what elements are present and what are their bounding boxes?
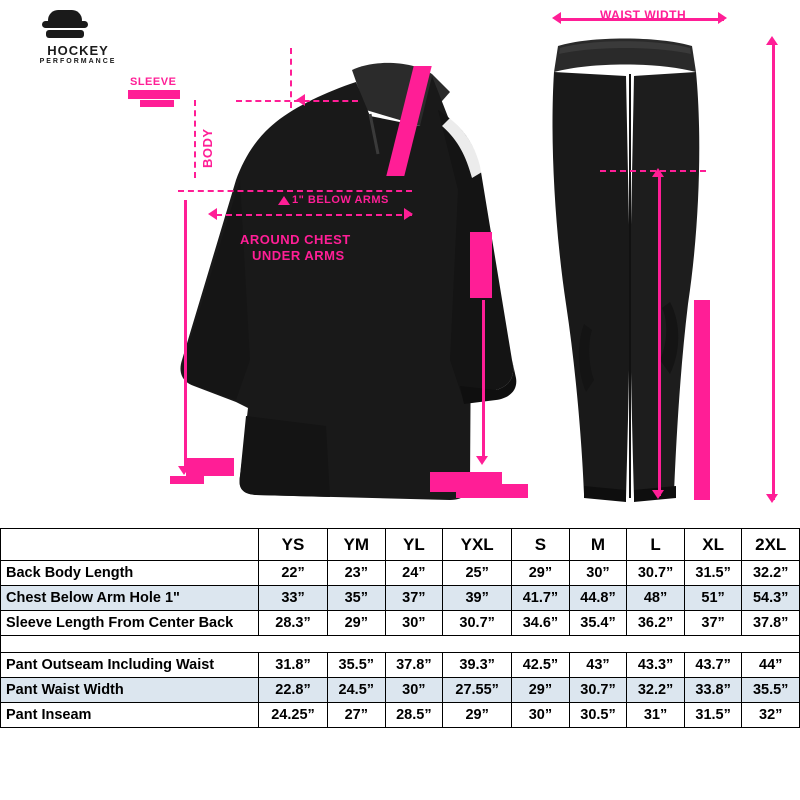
chest-dash-line xyxy=(178,190,412,192)
outseam-arrow-up xyxy=(766,36,778,45)
table-cell-value: 30.5” xyxy=(569,703,627,728)
table-cell-value: 30.7” xyxy=(627,561,685,586)
table-cell-value: 51” xyxy=(684,586,742,611)
table-cell-value: 42.5” xyxy=(512,653,570,678)
table-cell-value: 29” xyxy=(328,611,386,636)
brand-subword: PERFORMANCE xyxy=(39,58,117,65)
table-cell-value: 34.6” xyxy=(512,611,570,636)
body-dash-line-2 xyxy=(194,100,196,178)
table-cell-value: 30.7” xyxy=(569,678,627,703)
table-cell-value: 41.7” xyxy=(512,586,570,611)
chest-arrow-left xyxy=(208,208,217,220)
table-cell-value: 29” xyxy=(512,561,570,586)
table-cell-value: 43.3” xyxy=(627,653,685,678)
annotation-sleeve-left: SLEEVE xyxy=(130,76,177,88)
table-cell-value: 30” xyxy=(385,678,443,703)
sleeve-length-arrow xyxy=(476,456,488,465)
table-cell-value: 23” xyxy=(328,561,386,586)
table-cell-value: 35” xyxy=(328,586,386,611)
table-row-label: Sleeve Length From Center Back xyxy=(1,611,259,636)
table-header-size: YL xyxy=(385,529,443,561)
size-chart-body xyxy=(1,529,800,728)
table-cell-value: 33.8” xyxy=(684,678,742,703)
table-cell-value: 39.3” xyxy=(443,653,512,678)
inseam-arrow-up xyxy=(652,168,664,177)
table-cell-value: 32.2” xyxy=(742,561,800,586)
table-row xyxy=(1,678,800,703)
table-row-label: Pant Inseam xyxy=(1,703,259,728)
inseam-measure-line xyxy=(658,176,661,496)
table-cell-value: 25” xyxy=(443,561,512,586)
table-cell-value: 27” xyxy=(328,703,386,728)
table-row-label: Pant Waist Width xyxy=(1,678,259,703)
hem-bar-left xyxy=(186,458,234,476)
sleeve-measure-bar-left xyxy=(128,90,180,99)
table-cell-value: 28.3” xyxy=(259,611,328,636)
table-row xyxy=(1,586,800,611)
annotation-waist-width: WAIST WIDTH xyxy=(600,8,687,22)
inseam-arrow-down xyxy=(652,490,664,499)
table-row xyxy=(1,561,800,586)
jacket-hem-bar xyxy=(456,484,528,498)
table-cell-value: 37.8” xyxy=(385,653,443,678)
sleeve-measure-bar-right xyxy=(470,232,492,298)
table-cell-value: 32.2” xyxy=(627,678,685,703)
waist-width-arrow-right xyxy=(718,12,727,24)
table-cell-value: 44” xyxy=(742,653,800,678)
table-cell-value: 37” xyxy=(684,611,742,636)
annotation-around-chest: AROUND CHEST xyxy=(240,232,351,247)
body-length-end-cap xyxy=(170,476,204,484)
table-cell-value: 30.7” xyxy=(443,611,512,636)
sleeve-measure-bar-left-2 xyxy=(140,100,174,107)
outseam-upper-bar xyxy=(694,300,710,500)
table-header-size: YXL xyxy=(443,529,512,561)
table-header-size: YM xyxy=(328,529,386,561)
table-cell-value: 29” xyxy=(443,703,512,728)
sleeve-length-line xyxy=(482,300,485,460)
table-cell-value: 24.25” xyxy=(259,703,328,728)
table-cell-value: 30” xyxy=(569,561,627,586)
table-cell-value: 22.8” xyxy=(259,678,328,703)
table-cell-value: 36.2” xyxy=(627,611,685,636)
brand-wordmark: HOCKEY xyxy=(47,43,109,58)
hockey-helmet-icon xyxy=(42,8,88,42)
table-row xyxy=(1,703,800,728)
table-row xyxy=(1,653,800,678)
table-header-measurement xyxy=(1,529,259,561)
table-cell-value: 31.5” xyxy=(684,561,742,586)
table-cell-value: 30” xyxy=(512,703,570,728)
table-header-size: S xyxy=(512,529,570,561)
table-cell-value: 30” xyxy=(385,611,443,636)
table-header-size: XL xyxy=(684,529,742,561)
table-header-row xyxy=(1,529,800,561)
table-header-size: M xyxy=(569,529,627,561)
below-arms-arrow xyxy=(278,196,290,205)
table-row-label: Pant Outseam Including Waist xyxy=(1,653,259,678)
outseam-measure-line xyxy=(772,44,775,500)
shoulder-arrow-left xyxy=(296,94,305,106)
annotation-body: BODY xyxy=(200,128,215,168)
table-cell-value: 54.3” xyxy=(742,586,800,611)
table-cell-value: 43” xyxy=(569,653,627,678)
table-cell-value: 32” xyxy=(742,703,800,728)
table-header-size: YS xyxy=(259,529,328,561)
chest-arrow-right xyxy=(404,208,413,220)
table-cell-value: 35.5” xyxy=(328,653,386,678)
table-cell-value: 31” xyxy=(627,703,685,728)
body-length-measure-line xyxy=(184,200,187,472)
body-dash-line xyxy=(290,48,292,108)
table-cell-value: 22” xyxy=(259,561,328,586)
table-cell-value: 33” xyxy=(259,586,328,611)
table-cell-value: 44.8” xyxy=(569,586,627,611)
table-cell-value: 31.8” xyxy=(259,653,328,678)
size-chart-table xyxy=(0,528,800,728)
table-cell-value: 24” xyxy=(385,561,443,586)
table-cell-value: 39” xyxy=(443,586,512,611)
table-spacer-row xyxy=(1,636,800,653)
table-row-label: Chest Below Arm Hole 1" xyxy=(1,586,259,611)
chest-dash-line-2 xyxy=(216,214,412,216)
table-cell-value: 43.7” xyxy=(684,653,742,678)
table-cell-value: 29” xyxy=(512,678,570,703)
table-cell-value: 37” xyxy=(385,586,443,611)
table-cell-value: 27.55” xyxy=(443,678,512,703)
waist-width-arrow-left xyxy=(552,12,561,24)
table-cell-value: 48” xyxy=(627,586,685,611)
annotation-below-arms: 1" BELOW ARMS xyxy=(292,194,389,206)
table-cell-value: 35.4” xyxy=(569,611,627,636)
annotation-under-arms: UNDER ARMS xyxy=(252,248,345,263)
table-cell-value: 24.5” xyxy=(328,678,386,703)
table-cell-value: 28.5” xyxy=(385,703,443,728)
outseam-arrow-down xyxy=(766,494,778,503)
table-header-size: L xyxy=(627,529,685,561)
table-row-label: Back Body Length xyxy=(1,561,259,586)
table-cell-value: 31.5” xyxy=(684,703,742,728)
table-spacer-cell xyxy=(1,636,800,653)
table-header-size: 2XL xyxy=(742,529,800,561)
table-cell-value: 35.5” xyxy=(742,678,800,703)
table-cell-value: 37.8” xyxy=(742,611,800,636)
jacket-illustration xyxy=(120,30,520,510)
table-row xyxy=(1,611,800,636)
